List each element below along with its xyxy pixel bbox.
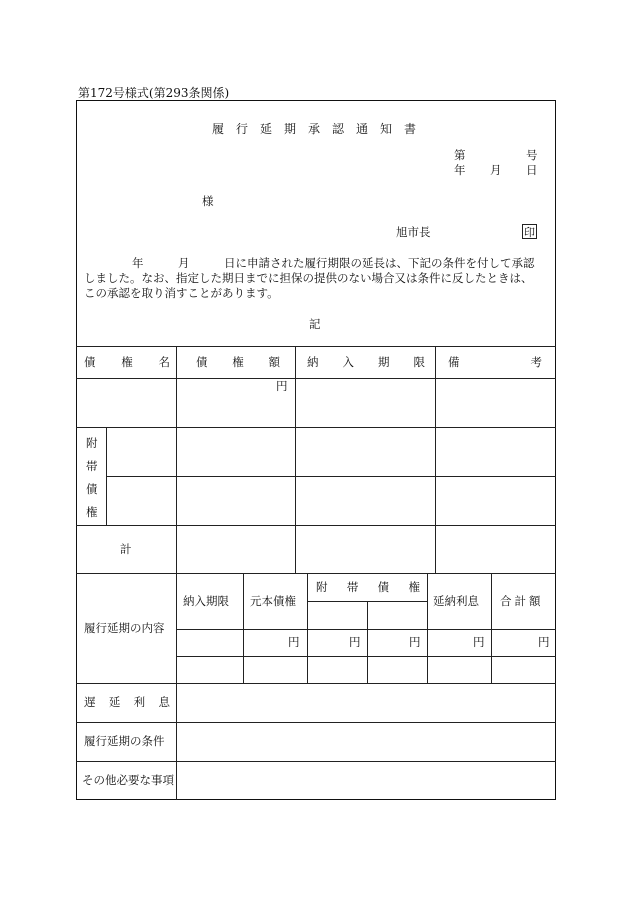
total-label: 計 <box>120 542 132 556</box>
saiken-mei-char-2: 権 <box>121 355 133 369</box>
ext-enno-rishi: 延納利息 <box>433 594 479 608</box>
rule-v5 <box>243 573 244 683</box>
ext-fuzai <box>316 582 420 594</box>
chien-rishi-label <box>84 697 170 709</box>
yen-unit-fuzai-2: 円 <box>409 635 421 649</box>
rule-h3 <box>76 427 556 428</box>
rule-h2 <box>76 378 556 379</box>
joken-label: 履行延期の条件 <box>84 734 165 748</box>
rule-v2 <box>295 346 296 573</box>
nonyu-kigen-char-3: 期 <box>378 355 390 369</box>
ext-fuzai-char-2: 帯 <box>346 580 359 594</box>
rule-h11 <box>76 722 556 723</box>
biko-char-1: 備 <box>448 355 460 369</box>
chien-char-2: 延 <box>108 695 121 709</box>
ext-ganpon: 元本債権 <box>250 594 296 608</box>
yen-unit-saiken: 円 <box>276 379 288 393</box>
date-month: 月 <box>490 163 502 177</box>
extension-label: 履行延期の内容 <box>84 621 165 635</box>
yen-unit-gokei: 円 <box>538 635 550 649</box>
body-line-1: 年 月 日に申請された履行期限の延長は、下記の条件を付して承認 <box>132 256 535 270</box>
document-title: 履行延期承認通知書 <box>212 122 429 136</box>
form-number: 第172号様式(第293条関係) <box>78 86 230 100</box>
nonyu-kigen-char-2: 入 <box>342 355 354 369</box>
fuzai-char-2: 帯 <box>86 459 98 473</box>
header-biko <box>448 357 542 369</box>
saiken-gaku-char-2: 権 <box>232 355 244 369</box>
date-year: 年 <box>454 163 466 177</box>
header-nonyu-kigen <box>307 357 425 369</box>
rule-h4 <box>106 476 556 477</box>
date-day: 日 <box>526 163 538 177</box>
sonota-label: その他必要な事項 <box>82 773 174 787</box>
ext-fuzai-char-1: 附 <box>316 580 328 594</box>
chien-char-4: 息 <box>158 695 170 709</box>
rule-v3 <box>435 346 436 573</box>
rule-h1 <box>76 346 556 347</box>
rule-v8 <box>427 573 428 683</box>
rule-v1 <box>176 346 177 800</box>
nonyu-kigen-char-1: 納 <box>307 355 319 369</box>
seal-mark: 印 <box>524 226 535 239</box>
biko-char-2: 考 <box>530 355 542 369</box>
saiken-mei-char-1: 債 <box>84 355 96 369</box>
chien-char-3: 利 <box>133 695 146 709</box>
header-saiken-gaku <box>196 357 280 369</box>
ki-label: 記 <box>309 317 321 331</box>
rule-h6 <box>76 573 556 574</box>
saiken-gaku-char-1: 債 <box>196 355 208 369</box>
fuzai-char-1: 附 <box>86 436 98 450</box>
rule-v7 <box>367 601 368 683</box>
saiken-gaku-char-3: 額 <box>268 355 280 369</box>
rule-v4 <box>106 427 107 525</box>
body-paragraph <box>84 256 550 301</box>
number-dai: 第 <box>454 148 466 162</box>
rule-h9 <box>176 656 556 657</box>
ext-fuzai-char-3: 債 <box>377 580 390 594</box>
addressee-suffix: 様 <box>202 194 214 208</box>
fuzai-char-4: 権 <box>86 505 98 519</box>
body-line-2: しました。なお、指定した期日までに担保の提供のない場合又は条件に反したときは、 <box>84 271 533 285</box>
issuer-name: 旭市長 <box>396 225 431 239</box>
rule-h12 <box>76 761 556 762</box>
rule-h8 <box>176 629 556 630</box>
body-line-3: この承認を取り消すことがあります。 <box>84 286 279 300</box>
number-go: 号 <box>526 148 538 162</box>
saiken-mei-char-3: 名 <box>158 355 170 369</box>
chien-char-1: 遅 <box>84 695 96 709</box>
ext-gokei: 合計額 <box>500 594 544 608</box>
ext-fuzai-char-4: 権 <box>408 580 420 594</box>
yen-unit-ganpon: 円 <box>288 635 300 649</box>
nonyu-kigen-char-4: 限 <box>413 355 425 369</box>
rule-h10 <box>76 683 556 684</box>
fuzai-char-3: 債 <box>86 482 98 496</box>
rule-h5 <box>76 525 556 526</box>
header-saiken-mei <box>84 357 170 369</box>
form-frame <box>76 100 556 800</box>
rule-v6 <box>307 573 308 683</box>
rule-v9 <box>491 573 492 683</box>
yen-unit-fuzai-1: 円 <box>349 635 361 649</box>
yen-unit-enno: 円 <box>473 635 485 649</box>
ext-nonyu-kigen: 納入期限 <box>183 594 229 608</box>
